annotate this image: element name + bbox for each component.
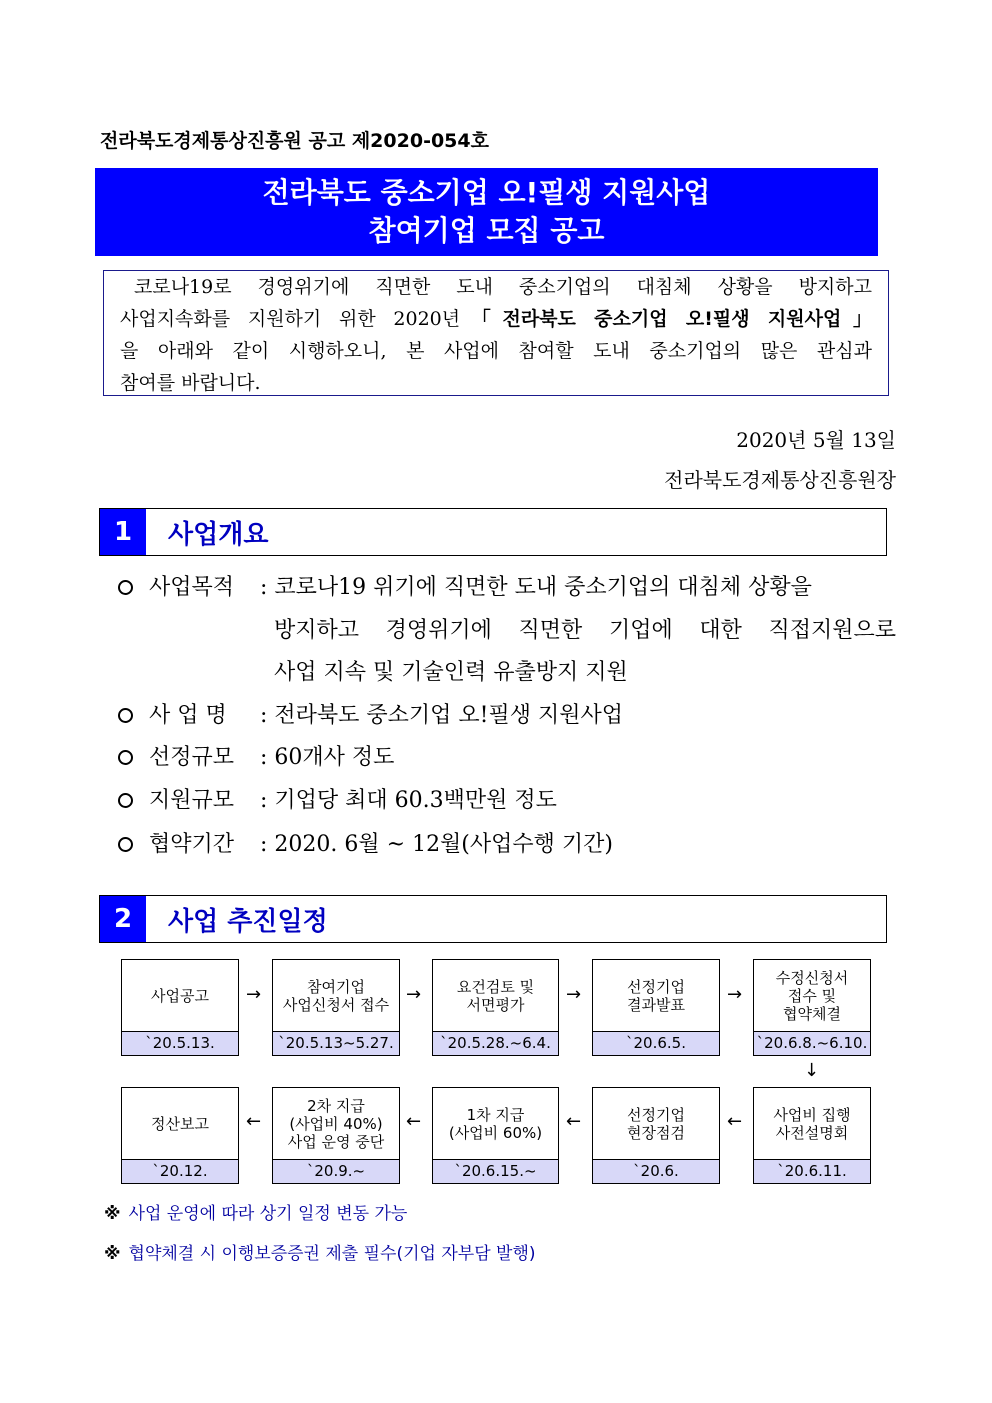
item-sep: :	[260, 703, 268, 728]
reference-mark-icon: ※	[104, 1244, 121, 1264]
intro-line-3: 을 아래와 같이 시행하오니, 본 사업에 참여할 도내 중소기업의 많은 관심과	[120, 340, 872, 362]
item-label: 지원규모	[149, 788, 235, 813]
section-2-title: 사업 추진일정	[168, 906, 328, 937]
item-sep: :	[260, 745, 268, 770]
step-date: `20.9.~	[273, 1160, 399, 1183]
step-date: `20.6.15.~	[433, 1160, 558, 1183]
flow-step-first-payment	[432, 1087, 559, 1184]
step-date: `20.5.28.~6.4.	[433, 1032, 558, 1055]
step-date: `20.12.	[122, 1160, 238, 1183]
arrow-right-icon: →	[246, 984, 262, 1005]
item-value: 2020. 6월 ~ 12월(사업수행 기간)	[274, 832, 613, 857]
flow-step-contract	[753, 959, 871, 1056]
intro-box	[103, 270, 889, 396]
intro-line-2	[120, 303, 872, 335]
item-value: 기업당 최대 60.3백만원 정도	[274, 788, 557, 813]
step-text: 사업신청서 접수	[282, 995, 390, 1014]
step-text: 1차 지급	[466, 1105, 525, 1124]
arrow-left-icon: ←	[246, 1111, 262, 1132]
intro-line-1: 코로나19로 경영위기에 직면한 도내 중소기업의 대침체 상황을 방지하고	[134, 276, 872, 298]
title-line-1: 전라북도 중소기업 오!필생 지원사업	[262, 176, 711, 209]
flow-step-settlement	[121, 1087, 239, 1184]
item-value: 60개사 정도	[274, 745, 395, 770]
item-sep: :	[260, 575, 268, 600]
step-text: 협약체결	[783, 1004, 841, 1023]
arrow-right-icon: →	[406, 984, 422, 1005]
section-1-header	[99, 508, 887, 556]
step-text: 선정기업	[627, 977, 685, 996]
item-purpose-cont-2: 사업 지속 및 기술인력 유출방지 지원	[274, 660, 628, 685]
item-sep: :	[260, 832, 268, 857]
circle-bullet-icon	[118, 580, 133, 595]
step-text: 사업 운영 중단	[287, 1132, 385, 1151]
section-2-header	[99, 895, 887, 943]
circle-bullet-icon	[118, 793, 133, 808]
notice-date: 2020년 5월 13일	[736, 428, 896, 452]
arrow-down-icon: ↓	[804, 1060, 820, 1081]
note-2	[104, 1239, 536, 1264]
step-text: 선정기업	[627, 1105, 685, 1124]
step-text: 참여기업	[307, 977, 365, 996]
step-date: `20.5.13~5.27.	[273, 1032, 399, 1055]
section-1-title: 사업개요	[168, 519, 269, 550]
item-sep: :	[260, 788, 268, 813]
step-text: 요건검토 및	[456, 977, 535, 996]
step-date: `20.6.	[593, 1160, 719, 1183]
note-text: 사업 운영에 따라 상기 일정 변동 가능	[128, 1204, 408, 1224]
circle-bullet-icon	[118, 750, 133, 765]
step-text: 서면평가	[466, 995, 525, 1014]
intro-program-name: 「전라북도 중소기업 오!필생 지원사업」	[460, 308, 872, 330]
flow-step-site-check	[592, 1087, 720, 1184]
reference-mark-icon: ※	[104, 1204, 121, 1224]
item-label: 사업목적	[149, 575, 235, 600]
step-text: 2차 지급	[307, 1096, 365, 1115]
item-label: 협약기간	[149, 832, 235, 857]
item-purpose-cont-1: 방지하고 경영위기에 직면한 기업에 대한 직접지원으로	[274, 618, 896, 643]
step-text: 결과발표	[627, 995, 685, 1014]
title-line-2: 참여기업 모집 공고	[368, 214, 605, 247]
flow-step-result	[592, 959, 720, 1056]
step-date: `20.6.5.	[593, 1032, 719, 1055]
flow-step-briefing	[753, 1087, 871, 1184]
note-text: 협약체결 시 이행보증증권 제출 필수(기업 자부담 발행)	[128, 1244, 536, 1264]
step-text: (사업비 40%)	[289, 1114, 383, 1133]
circle-bullet-icon	[118, 708, 133, 723]
arrow-left-icon: ←	[727, 1111, 743, 1132]
step-date: `20.5.13.	[122, 1032, 238, 1055]
circle-bullet-icon	[118, 837, 133, 852]
title-banner	[95, 168, 878, 256]
step-text: 사업비 집행	[773, 1105, 851, 1124]
issuer: 전라북도경제통상진흥원장	[664, 468, 896, 492]
notice-number: 전라북도경제통상진흥원 공고 제2020-054호	[100, 130, 489, 152]
flow-step-review	[432, 959, 559, 1056]
item-period	[118, 827, 613, 858]
step-text: 정산보고	[151, 1114, 209, 1133]
step-text: 사전설명회	[775, 1123, 849, 1142]
arrow-left-icon: ←	[406, 1111, 422, 1132]
item-label: 선정규모	[149, 745, 235, 770]
step-text: 수정신청서	[775, 968, 849, 987]
item-value: 코로나19 위기에 직면한 도내 중소기업의 대침체 상황을	[274, 575, 812, 600]
arrow-right-icon: →	[566, 984, 582, 1005]
flow-step-application	[272, 959, 400, 1056]
step-text: 사업공고	[151, 986, 209, 1005]
intro-line-2-text: 사업지속화를 지원하기 위한 2020년	[120, 308, 461, 330]
arrow-right-icon: →	[727, 984, 743, 1005]
item-purpose	[118, 570, 812, 601]
note-1	[104, 1199, 407, 1224]
step-date: `20.6.11.	[754, 1160, 870, 1183]
section-1-number: 1	[100, 509, 146, 555]
step-text: 현장점검	[627, 1123, 685, 1142]
item-scale	[118, 740, 394, 771]
item-name	[118, 698, 623, 729]
step-text: 접수 및	[787, 986, 837, 1005]
step-date: `20.6.8.~6.10.	[754, 1032, 870, 1055]
intro-line-4: 참여를 바랍니다.	[120, 372, 261, 394]
item-value: 전라북도 중소기업 오!필생 지원사업	[274, 703, 624, 728]
section-2-number: 2	[100, 896, 146, 942]
step-text: (사업비 60%)	[448, 1123, 543, 1142]
flow-step-announce	[121, 959, 239, 1056]
item-label: 사업명	[149, 703, 234, 728]
flow-step-second-payment	[272, 1087, 400, 1184]
item-support	[118, 783, 557, 814]
arrow-left-icon: ←	[566, 1111, 582, 1132]
